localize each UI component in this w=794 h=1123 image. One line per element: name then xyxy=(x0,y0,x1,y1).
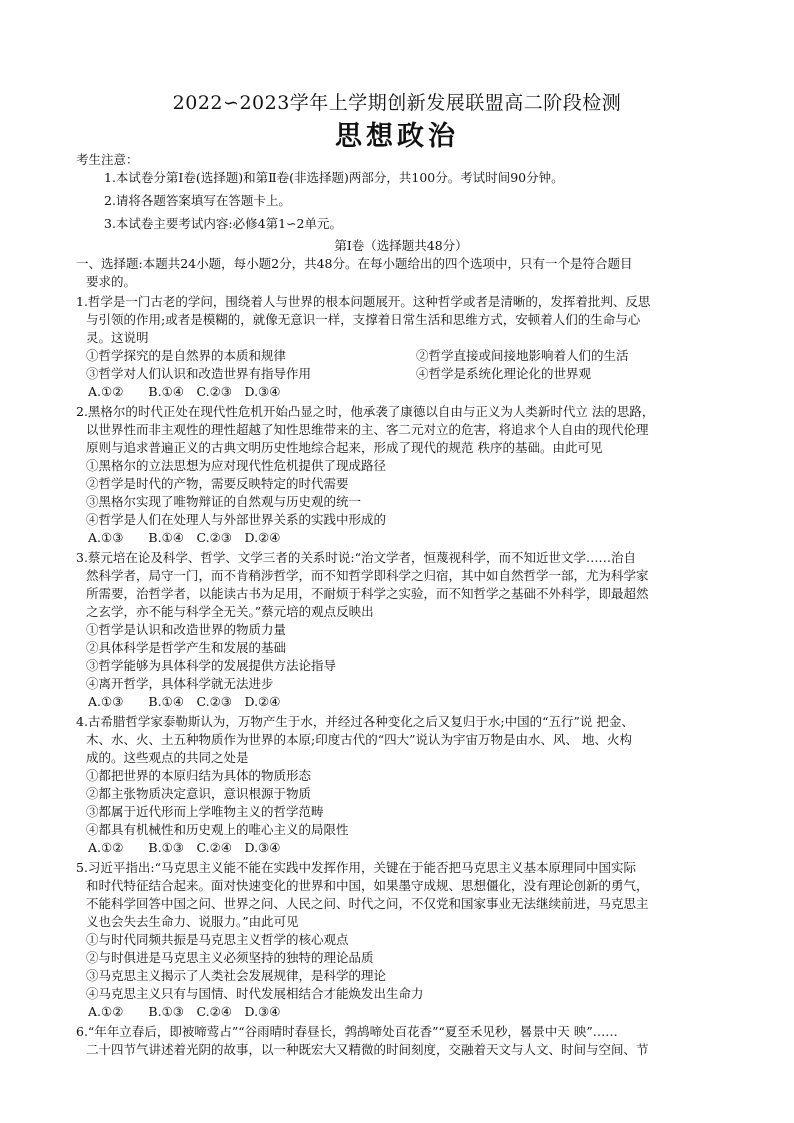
option-3: ③黑格尔实现了唯物辩证的自然观与历史观的统一 xyxy=(86,494,362,509)
notice-item-1: 1.本试卷分第Ⅰ卷(选择题)和第Ⅱ卷(非选择题)两部分，共100分。考试时间90分钟。 xyxy=(104,170,564,185)
question-5 xyxy=(76,859,726,1021)
question-stem-line: 以世界性而非主观性的理性超越了知性思维带来的主、客二元对立的危害，将追求个人自由的现代伦理 xyxy=(86,422,649,437)
option-2: ②都主张物质决定意识，意识根源于物质 xyxy=(86,786,312,801)
option-4: ④哲学是人们在处理人与外部世界关系的实践中形成的 xyxy=(86,512,387,527)
question-stem-line: 成的。这些观点的共同之处是 xyxy=(86,750,249,765)
option-2: ②与时俱进是马克思主义必须坚持的独特的理论品质 xyxy=(86,950,374,965)
question-stem-line: 之玄学，亦不能与科学全无关。”蔡元培的观点反映出 xyxy=(86,604,374,619)
option-row xyxy=(76,365,726,383)
question-stem-line: 不能科学回答中国之问、世界之问、人民之问、时代之问，不仅党和国家事业无法继续前进，马克思主 xyxy=(86,896,649,911)
option-4: ④离开哲学，具体科学就无法进步 xyxy=(86,676,274,691)
question-stem-line: 义也会失去生命力、说服力。”由此可见 xyxy=(86,914,299,929)
question-stem-line: 与引领的作用;或者是模糊的，就像无意识一样，支撑着日常生活和思维方式，安顿着人们的生命与心 xyxy=(86,312,641,327)
section1-instruction-cont: 要求的。 xyxy=(86,274,137,289)
exam-body xyxy=(76,151,726,1059)
answer-choices: A.①② B.①③ C.②④ D.③④ xyxy=(88,1004,281,1019)
option-1: ①黑格尔的立法思想为应对现代性危机提供了现成路径 xyxy=(86,458,387,473)
option-3: ③哲学对人们认识和改造世界有指导作用 xyxy=(86,366,312,381)
answer-choices: A.①② B.①③ C.②④ D.③④ xyxy=(88,840,281,855)
option-row xyxy=(76,347,726,365)
answer-choices: A.①② B.①④ C.②③ D.③④ xyxy=(88,384,281,399)
answer-choices: A.①③ B.①④ C.②③ D.②④ xyxy=(88,694,281,709)
question-stem-line: 木、水、火、土五种物质作为世界的本原;印度古代的“四大”说认为宇宙万物是由水、风、 地、火构 xyxy=(86,732,632,747)
option-3: ③都属于近代形而上学唯物主义的哲学范畴 xyxy=(86,804,324,819)
question-2 xyxy=(76,403,726,547)
option-4: ④哲学是系统化理论化的世界观 xyxy=(416,366,592,381)
question-stem-line: 3.蔡元培在论及科学、哲学、文学三者的关系时说:“治文学者，恒蔑视科学，而不知近世文学……治自 xyxy=(76,550,637,565)
question-4 xyxy=(76,713,726,857)
question-stem-line: 二十四节气讲述着光阴的故事，以一种既宏大又精微的时间刻度，交融着天文与人文、时间与空间、节 xyxy=(86,1042,649,1057)
question-6 xyxy=(76,1023,726,1059)
option-4: ④都具有机械性和历史观上的唯心主义的局限性 xyxy=(86,822,349,837)
question-stem-line: 所需要，治哲学者，以能读古书为足用，不耐烦于科学之实验，而不知哲学之基础不外科学，即最超然 xyxy=(86,586,649,601)
section1-instruction: 一、选择题:本题共24小题，每小题2分，共48分。在每小题给出的四个选项中，只有一个是符合题目 xyxy=(76,256,633,271)
question-stem-line: 原则与追求普遍正义的古典文明历史性地综合起来，形成了现代的规范 秩序的基础。由此可见 xyxy=(86,440,603,455)
question-stem-line: 5.习近平指出:“马克思主义能不能在实践中发挥作用，关键在于能否把马克思主义基本原理同中国实际 xyxy=(76,860,637,875)
option-3: ③哲学能够为具体科学的发展提供方法论指导 xyxy=(86,658,337,673)
exam-title: 2022∽2023学年上学期创新发展联盟高二阶段检测 xyxy=(172,92,622,114)
notice-label: 考生注意： xyxy=(76,152,139,167)
option-1: ①与时代同频共振是马克思主义哲学的核心观点 xyxy=(86,932,349,947)
option-1: ①哲学探究的是自然界的本质和规律 xyxy=(86,348,287,363)
option-3: ③马克思主义揭示了人类社会发展规律，是科学的理论 xyxy=(86,968,387,983)
question-1 xyxy=(76,293,726,401)
option-2: ②哲学直接或间接地影响着人们的生活 xyxy=(416,348,629,363)
subject-title: 思想政治 xyxy=(335,121,459,152)
question-stem-line: 2.黑格尔的时代正处在现代性危机开始凸显之时，他承袭了康德以自由与正义为人类新时代立 法的思路， xyxy=(76,404,655,419)
answer-choices: A.①③ B.①④ C.②③ D.②④ xyxy=(88,530,281,545)
option-2: ②具体科学是哲学产生和发展的基础 xyxy=(86,640,287,655)
question-stem-line: 1.哲学是一门古老的学问，围绕着人与世界的根本问题展开。这种哲学或者是清晰的，发挥着批判、反思 xyxy=(76,294,651,309)
question-stem-line: 和时代特征结合起来。面对快速变化的世界和中国，如果墨守成规、思想僵化，没有理论创新的勇气， xyxy=(86,878,649,893)
option-1: ①都把世界的本原归结为具体的物质形态 xyxy=(86,768,312,783)
question-stem-line: 6.“年年立春后，即被啼莺占”“谷雨晴时春昼长，鹁鸪啼处百花香”“夏至禾见秒，晷景中天 映”…… xyxy=(76,1024,618,1039)
question-stem-line: 4.古希腊哲学家泰勒斯认为，万物产生于水，并经过各种变化之后又复归于水;中国的“五行”说 把金、 xyxy=(76,714,634,729)
part1-title: 第Ⅰ卷（选择题共48分） xyxy=(334,238,468,253)
option-1: ①哲学是认识和改造世界的物质力量 xyxy=(86,622,287,637)
option-4: ④马克思主义只有与国情、时代发展相结合才能焕发出生命力 xyxy=(86,986,424,1001)
notice-item-2: 2.请将各题答案填写在答题卡上。 xyxy=(104,193,291,208)
option-2: ②哲学是时代的产物，需要反映特定的时代需要 xyxy=(86,476,349,491)
question-stem-line: 然科学者，局守一门，而不肯稍涉哲学，而不知哲学即科学之归宿，其中如自然哲学一部，尤为科学家 xyxy=(86,568,649,583)
notice-item-3: 3.本试卷主要考试内容:必修4第1∽2单元。 xyxy=(104,216,342,231)
question-stem-line: 灵。这说明 xyxy=(86,330,149,345)
question-3 xyxy=(76,549,726,711)
